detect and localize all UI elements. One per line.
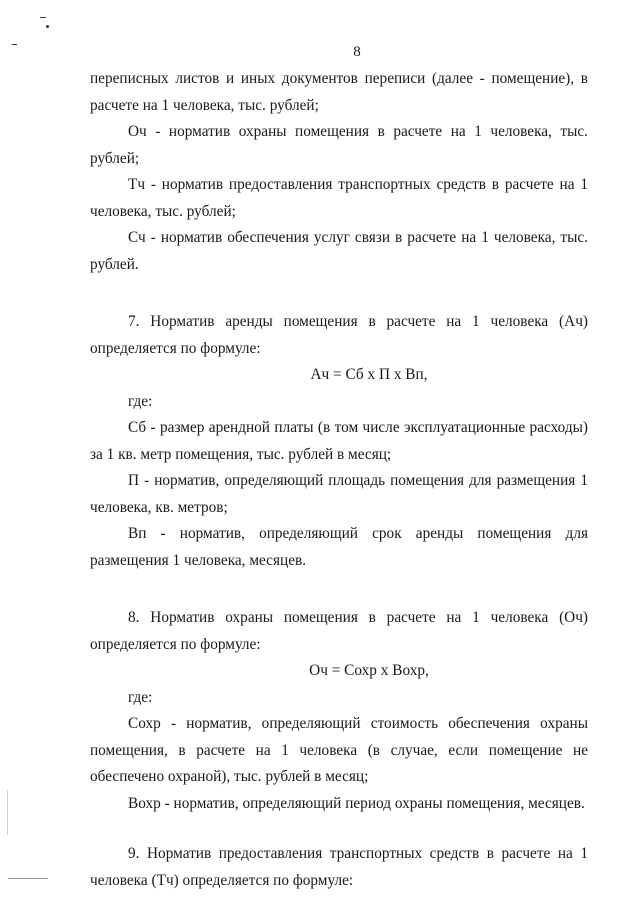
section-7-paragraph: 7. Норматив аренды помещения в расчете на 1 человека (Ач) определяется по формуле: (90, 313, 588, 357)
scan-speck (12, 44, 17, 45)
scan-speck (46, 25, 49, 28)
paragraph-gap (90, 817, 588, 841)
formula-rent: Ач = Сб х П х Вп, (310, 366, 428, 383)
section-8-paragraph: 8. Норматив охраны помещения в расчете на 1 человека (Оч) определяется по формуле: (90, 609, 588, 653)
paragraph: Сохр - норматив, определяющий стоимость обеспечения охраны помещения, в расчете на 1 человека (в случае, если помещение не обеспечено охраной), тыс. рублей в месяц; (90, 715, 588, 785)
paragraph: Вохр - норматив, определяющий период охраны помещения, месяцев. (128, 794, 585, 812)
scan-edge-line (7, 790, 8, 835)
paragraph: П - норматив, определяющий площадь помещения для размещения 1 человека, кв. метров; (90, 472, 588, 516)
paragraph: переписных листов и иных документов переписи (далее - помещение), в расчете на 1 человека, тыс. рублей; (90, 70, 588, 114)
paragraph: где: (128, 392, 153, 410)
paragraph: Вп - норматив, определяющий срок аренды помещения для размещения 1 человека, месяцев. (90, 525, 588, 569)
document-body (90, 66, 588, 894)
paragraph: Тч - норматив предоставления транспортных средств в расчете на 1 человека, тыс. рублей; (90, 176, 588, 220)
paragraph-gap (90, 574, 588, 605)
section-9-paragraph: 9. Норматив предоставления транспортных средств в расчете на 1 человека (Тч) определяется по формуле: (90, 845, 588, 889)
page-number: 8 (353, 44, 361, 60)
paragraph: Сб - размер арендной платы (в том числе эксплуатационные расходы) за 1 кв. метр помещения, тыс. рублей в месяц; (90, 419, 588, 463)
paragraph-gap (90, 278, 588, 309)
paragraph: Оч - норматив охраны помещения в расчете на 1 человека, тыс. рублей; (90, 123, 588, 167)
scan-edge-line (8, 878, 48, 879)
formula-security: Оч = Сохр х Вохр, (309, 662, 429, 679)
paragraph: Сч - норматив обеспечения услуг связи в расчете на 1 человека, тыс. рублей. (90, 229, 588, 273)
paragraph: где: (128, 688, 153, 706)
scan-speck (40, 17, 46, 18)
